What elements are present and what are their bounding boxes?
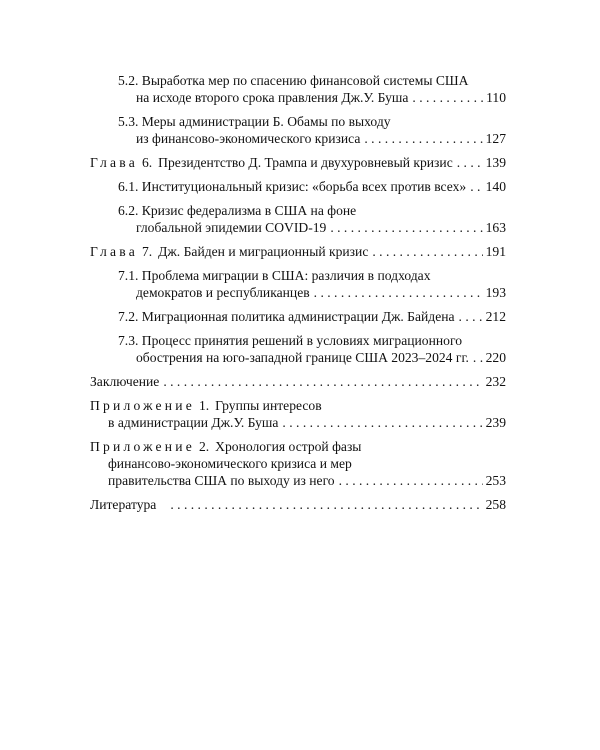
dot-leader — [470, 178, 482, 195]
dot-leader — [364, 130, 482, 147]
dot-leader — [330, 219, 482, 236]
toc-entry-title: 7.3. Процесс принятия решений в условиях миграционного — [118, 333, 462, 348]
toc-appendix-label: Приложение — [90, 398, 195, 413]
toc-page-number: 110 — [486, 90, 506, 105]
toc-chapter-label: Глава — [90, 155, 138, 170]
toc-entry-title: Заключение — [90, 374, 160, 389]
toc-entry-title-cont: правительства США по выходу из него — [108, 473, 335, 488]
toc-entry-title: 5.3. Меры администрации Б. Обамы по выходу — [118, 114, 391, 129]
toc-chapter-number: 6. — [141, 155, 153, 170]
toc-chapter-6 — [90, 154, 506, 171]
dot-leader — [459, 308, 483, 325]
dot-leader — [282, 414, 482, 431]
toc-literature — [90, 496, 506, 513]
dot-leader — [372, 243, 482, 260]
dot-leader — [163, 373, 482, 390]
toc-entry-title: 6.1. Институциональный кризис: «борьба всех против всех» — [118, 179, 467, 194]
toc-page-number: 239 — [485, 415, 506, 430]
toc-entry-7-2 — [90, 308, 506, 325]
toc-appendix-1 — [90, 397, 506, 431]
toc-page-number: 212 — [485, 309, 506, 324]
dot-leader — [314, 284, 483, 301]
toc-page-number: 193 — [485, 285, 506, 300]
toc-entry-title: Литература — [90, 497, 157, 512]
toc-entry-title: 7.1. Проблема миграции в США: различия в подходах — [118, 268, 431, 283]
toc-page-number: 163 — [485, 220, 506, 235]
toc-entry-title: Группы интересов — [215, 398, 322, 413]
toc-chapter-title: Президентство Д. Трампа и двухуровневый кризис — [158, 155, 453, 170]
toc-appendix-label: Приложение — [90, 439, 195, 454]
toc-chapter-number: 7. — [141, 244, 153, 259]
toc-page-number: 253 — [485, 473, 506, 488]
toc-page-number: 232 — [485, 374, 506, 389]
toc-appendix-number: 1. — [198, 398, 210, 413]
dot-leader — [473, 349, 483, 366]
toc-entry-title-cont: демократов и республиканцев — [136, 285, 310, 300]
toc-entry-5-3 — [90, 113, 506, 147]
toc-chapter-title: Дж. Байден и миграционный кризис — [158, 244, 369, 259]
toc-page-number: 220 — [485, 350, 506, 365]
toc-entry-title: Хронология острой фазы — [215, 439, 362, 454]
dot-leader — [412, 89, 483, 106]
dot-leader — [457, 154, 483, 171]
table-of-contents — [90, 72, 506, 520]
toc-page-number: 258 — [485, 497, 506, 512]
dot-leader — [339, 472, 483, 489]
toc-entry-title-cont: из финансово-экономического кризиса — [136, 131, 361, 146]
toc-appendix-number: 2. — [198, 439, 210, 454]
toc-page-number: 139 — [485, 155, 506, 170]
toc-page-number: 140 — [485, 179, 506, 194]
toc-entry-title: 6.2. Кризис федерализма в США на фоне — [118, 203, 357, 218]
toc-entry-title-cont: обострения на юго-западной границе США 2023–2024 гг. — [136, 350, 469, 365]
toc-chapter-label: Глава — [90, 244, 138, 259]
toc-page-number: 191 — [485, 244, 506, 259]
toc-entry-6-2 — [90, 202, 506, 236]
toc-entry-title: 5.2. Выработка мер по спасению финансовой системы США — [118, 73, 469, 88]
dot-leader — [170, 496, 482, 513]
toc-appendix-2 — [90, 438, 506, 489]
toc-page-number: 127 — [485, 131, 506, 146]
toc-entry-6-1 — [90, 178, 506, 195]
toc-conclusion — [90, 373, 506, 390]
toc-entry-title-cont: финансово-экономического кризиса и мер — [108, 456, 352, 471]
toc-entry-5-2 — [90, 72, 506, 106]
toc-entry-title: 7.2. Миграционная политика администрации Дж. Байдена — [118, 309, 455, 324]
toc-entry-7-1 — [90, 267, 506, 301]
toc-entry-title-cont: в администрации Дж.У. Буша — [108, 415, 279, 430]
toc-entry-title-cont: глобальной эпидемии COVID-19 — [136, 220, 327, 235]
toc-chapter-7 — [90, 243, 506, 260]
toc-entry-title-cont: на исходе второго срока правления Дж.У. Буша — [136, 90, 409, 105]
toc-entry-7-3 — [90, 332, 506, 366]
